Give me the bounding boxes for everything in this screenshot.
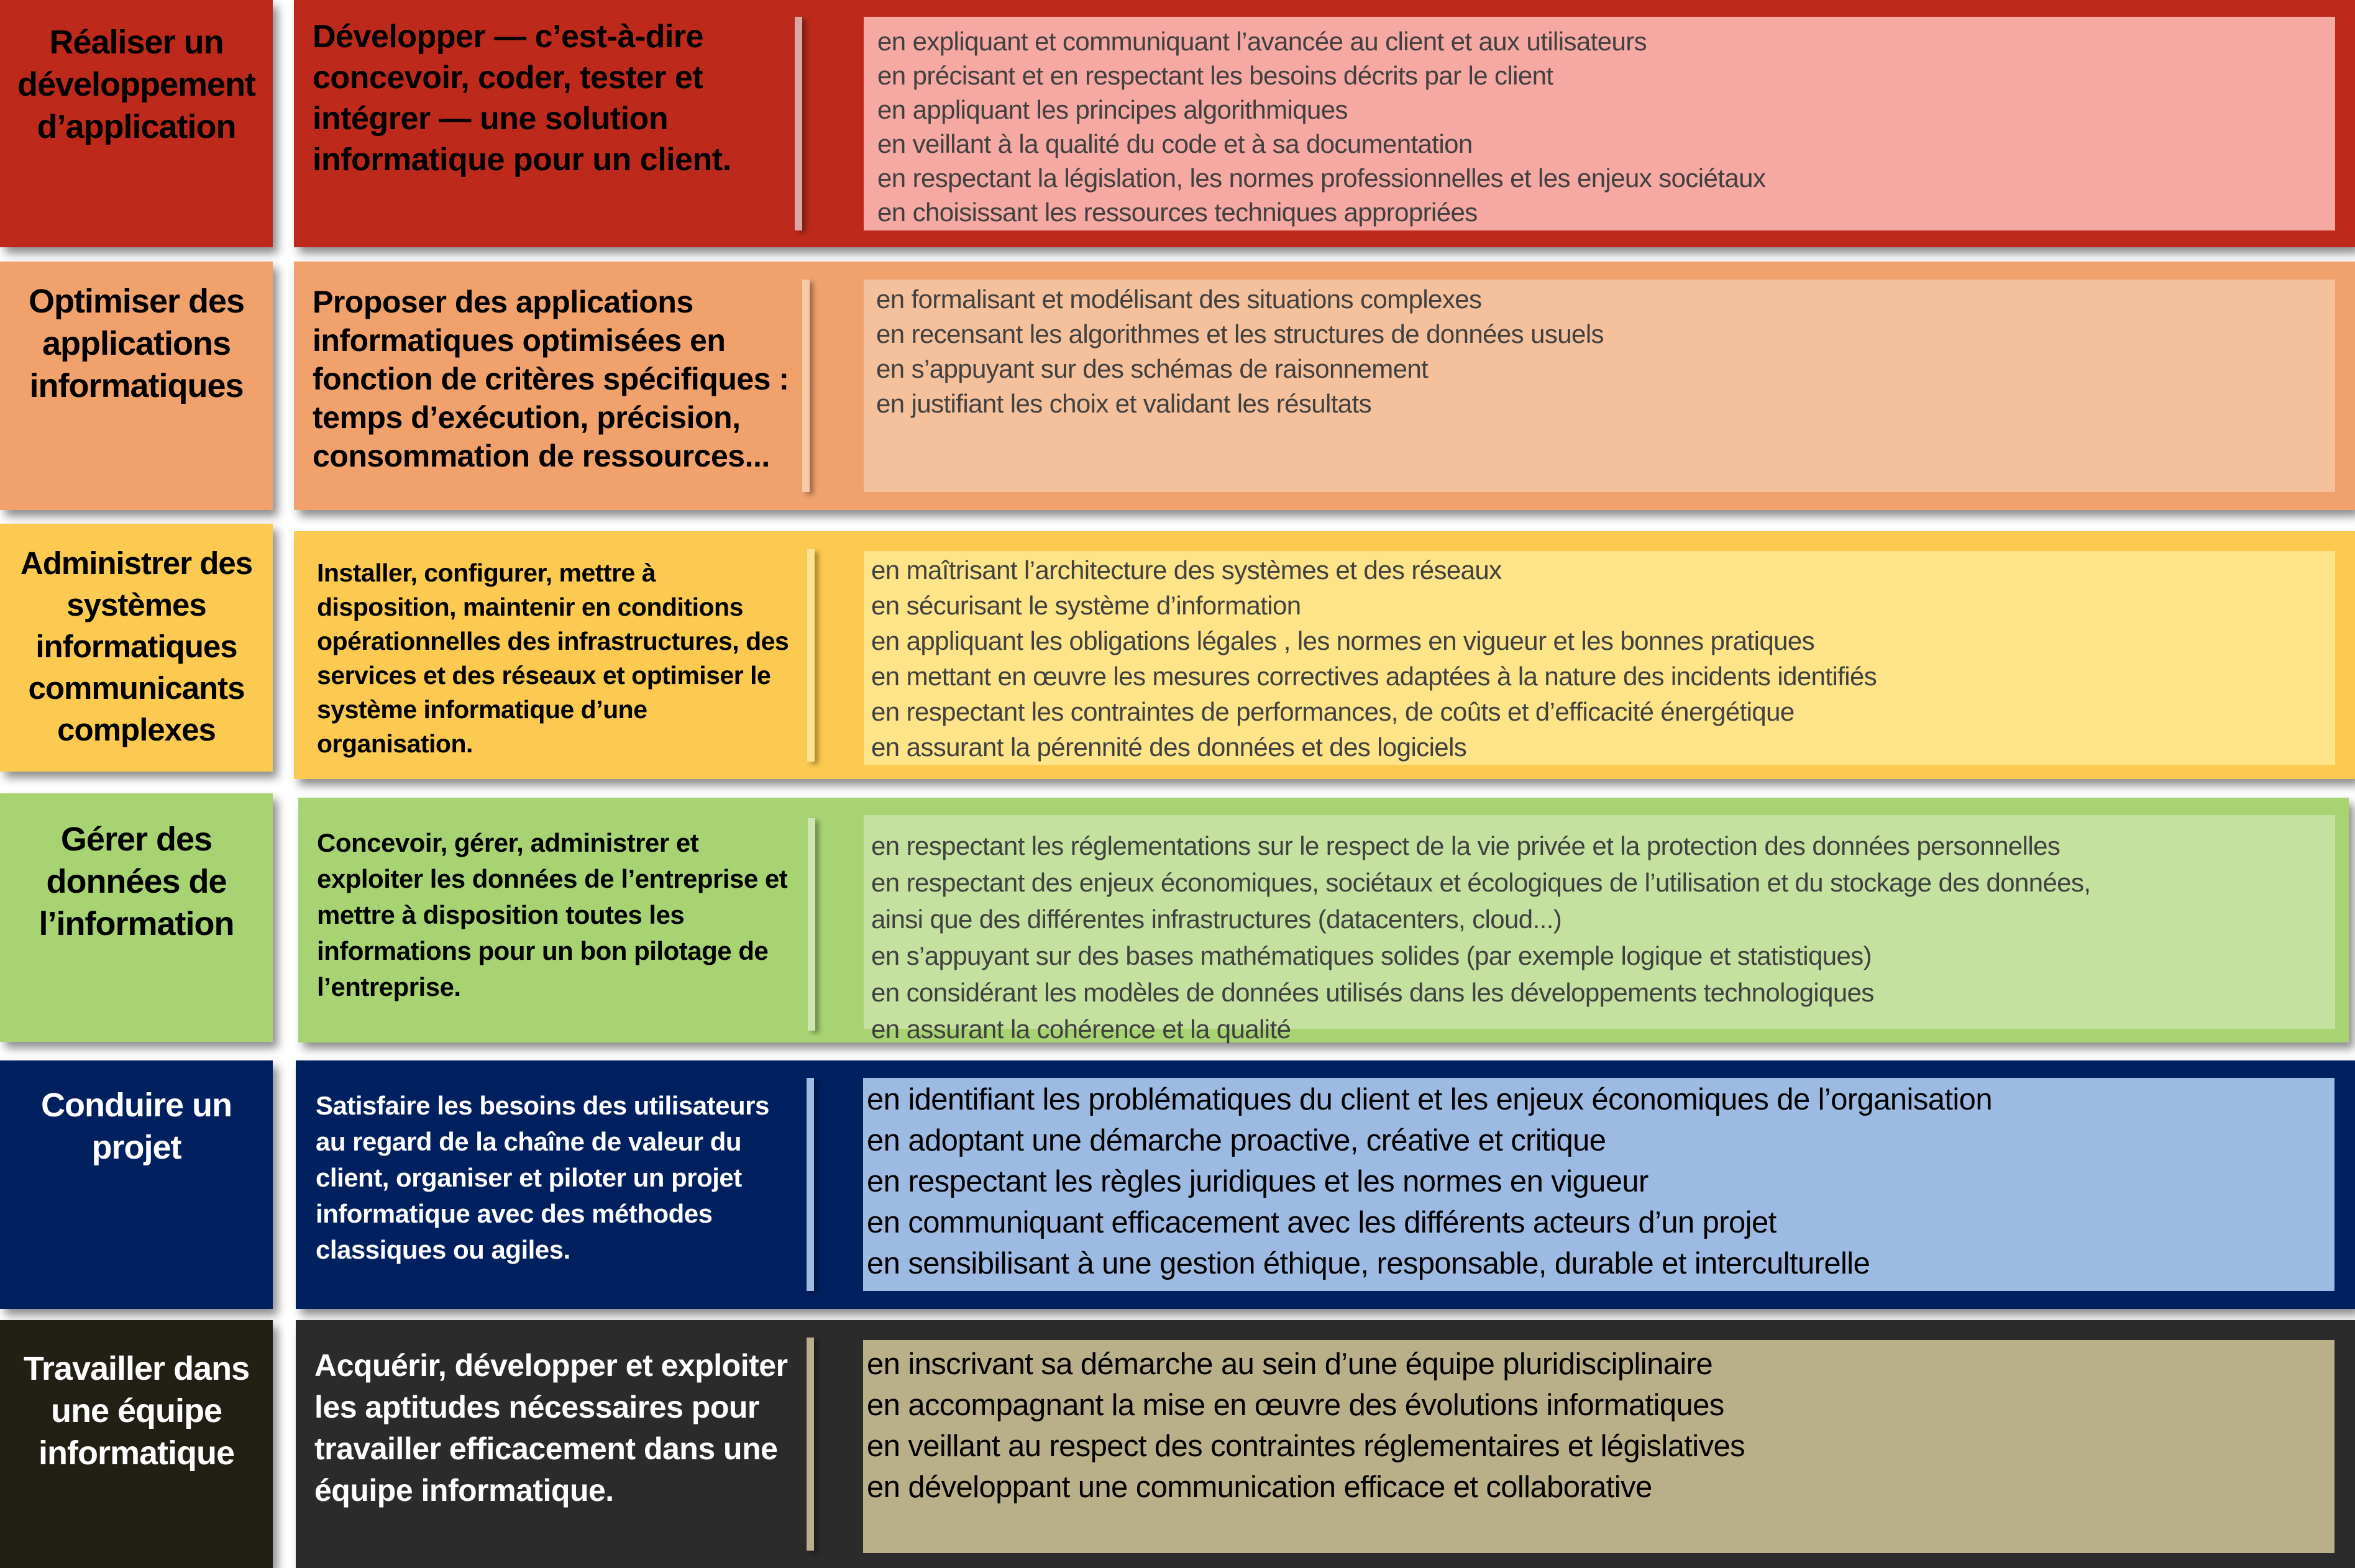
competence-row-gerer [0, 793, 2355, 1042]
competence-row-travailler [0, 1320, 2355, 1568]
competence-title: Optimiser des applications informatiques [28, 283, 245, 404]
competence-title: Travailler dans une équipe informatique [23, 1350, 250, 1472]
criteria-item: en sensibilisant à une gestion éthique, responsable, durable et interculturelle [867, 1247, 1870, 1280]
criteria-item: en formalisant et modélisant des situations complexes [876, 285, 1482, 314]
criteria-item: en sécurisant le système d’information [871, 591, 1301, 620]
competence-description: Proposer des applications informatiques optimisées en fonction de critères spécifiques : temps d’exécution, précision, consommation de ressources... [313, 285, 789, 473]
criteria-item: en veillant à la qualité du code et à sa documentation [877, 129, 1473, 158]
criteria-item: en communiquant efficacement avec les différents acteurs d’un projet [867, 1206, 1777, 1239]
criteria-item: en adoptant une démarche proactive, créative et critique [867, 1124, 1606, 1157]
criteria-item: en expliquant et communiquant l’avancée au client et aux utilisateurs [877, 27, 1647, 56]
competence-description: Installer, configurer, mettre à disposition, maintenir en conditions opérationnelles des infrastructures, des services et des réseaux et optimiser le système informatique d’une organisation. [317, 558, 789, 758]
criteria-item: en s’appuyant sur des schémas de raisonnement [876, 354, 1429, 383]
criteria-box [864, 815, 2335, 1044]
competence-title-box [0, 793, 273, 1042]
competence-title-box [0, 0, 273, 247]
competence-main-box [294, 0, 2355, 247]
criteria-item: en respectant les réglementations sur le respect de la vie privée et la protection des données personnelles [871, 831, 2060, 860]
divider-bar [807, 1078, 814, 1291]
criteria-list [864, 280, 2335, 421]
criteria-item: en identifiant les problématiques du client et les enjeux économiques de l’organisation [867, 1083, 1992, 1116]
criteria-list [863, 1340, 2334, 1508]
criteria-item: en assurant la pérennité des données et des logiciels [871, 732, 1467, 762]
criteria-item: en respectant les contraintes de performances, de coûts et d’efficacité énergétique [871, 697, 1795, 726]
criteria-item: en veillant au respect des contraintes réglementaires et législatives [867, 1429, 1745, 1463]
criteria-item: en développant une communication efficace et collaborative [867, 1470, 1652, 1504]
criteria-item: en respectant la législation, les normes professionnelles et les enjeux sociétaux [877, 163, 1766, 193]
criteria-item: en inscrivant sa démarche au sein d’une équipe pluridisciplinaire [867, 1347, 1713, 1381]
criteria-box [864, 551, 2335, 765]
criteria-box [863, 1078, 2334, 1291]
competence-title: Réaliser un développement d’application [17, 24, 256, 145]
criteria-list [863, 1078, 2334, 1284]
competence-description: Concevoir, gérer, administrer et exploiter les données de l’entreprise et mettre à disposition toutes les informations pour un bon pilotage de l’entreprise. [317, 828, 788, 1001]
competence-title-box [0, 1060, 273, 1309]
criteria-item: en choisissant les ressources techniques appropriées [877, 198, 1478, 227]
competence-title-box [0, 524, 273, 772]
criteria-item: en considérant les modèles de données utilisés dans les développements technologiques [871, 978, 1874, 1007]
competence-main-box [294, 262, 2355, 510]
divider-bar [807, 549, 815, 762]
divider-bar [802, 280, 810, 492]
criteria-item: en appliquant les obligations légales , les normes en vigueur et les bonnes pratiques [871, 626, 1815, 655]
criteria-box [863, 1340, 2334, 1553]
competence-title: Administrer des systèmes informatiques communicants complexes [20, 545, 253, 747]
criteria-list [864, 815, 2335, 1047]
competence-description: Satisfaire les besoins des utilisateurs au regard de la chaîne de valeur du client, organiser et piloter un projet informatique avec des méthodes classiques ou agiles. [316, 1091, 769, 1264]
criteria-item: en s’appuyant sur des bases mathématiques solides (par exemple logique et statistiques) [871, 941, 1872, 970]
competence-row-conduire [0, 1060, 2355, 1309]
competence-description: Acquérir, développer et exploiter les aptitudes nécessaires pour travailler efficacement dans une équipe informatique. [314, 1348, 788, 1508]
criteria-box [864, 280, 2335, 492]
divider-bar [808, 818, 815, 1031]
criteria-item: en précisant et en respectant les besoins décrits par le client [877, 61, 1553, 90]
criteria-item: en respectant les règles juridiques et les normes en vigueur [867, 1165, 1649, 1198]
competence-row-administrer [0, 524, 2355, 779]
competence-title-box [0, 1320, 273, 1568]
competence-main-box [296, 1060, 2355, 1309]
competence-title: Gérer des données de l’information [39, 821, 234, 942]
competence-title: Conduire un projet [41, 1087, 232, 1166]
criteria-item: ainsi que des différentes infrastructures (datacenters, cloud...) [871, 905, 1562, 934]
competence-main-box [298, 798, 2349, 1042]
criteria-item: en appliquant les principes algorithmiques [877, 95, 1348, 124]
divider-bar [795, 17, 802, 230]
competence-title-box [0, 262, 273, 510]
competence-row-realiser [0, 0, 2355, 247]
criteria-item: en accompagnant la mise en œuvre des évolutions informatiques [867, 1388, 1724, 1422]
criteria-list [864, 551, 2335, 765]
criteria-item: en maîtrisant l’architecture des systèmes et des réseaux [871, 555, 1502, 585]
divider-bar [807, 1338, 814, 1551]
competence-description: Développer — c’est-à-dire concevoir, coder, tester et intégrer — une solution informatique pour un client. [313, 19, 731, 178]
criteria-item: en recensant les algorithmes et les structures de données usuels [876, 319, 1604, 349]
criteria-list [864, 17, 2335, 229]
competence-main-box [296, 1320, 2355, 1568]
criteria-item: en mettant en œuvre les mesures correctives adaptées à la nature des incidents identifiés [871, 662, 1877, 691]
criteria-item: en justifiant les choix et validant les résultats [876, 389, 1372, 418]
criteria-item: en respectant des enjeux économiques, sociétaux et écologiques de l’utilisation et du stockage des données, [871, 868, 2091, 897]
competence-row-optimiser [0, 262, 2355, 510]
criteria-item: en assurant la cohérence et la qualité [871, 1014, 1291, 1044]
competence-main-box [294, 531, 2355, 779]
criteria-box [864, 17, 2335, 230]
